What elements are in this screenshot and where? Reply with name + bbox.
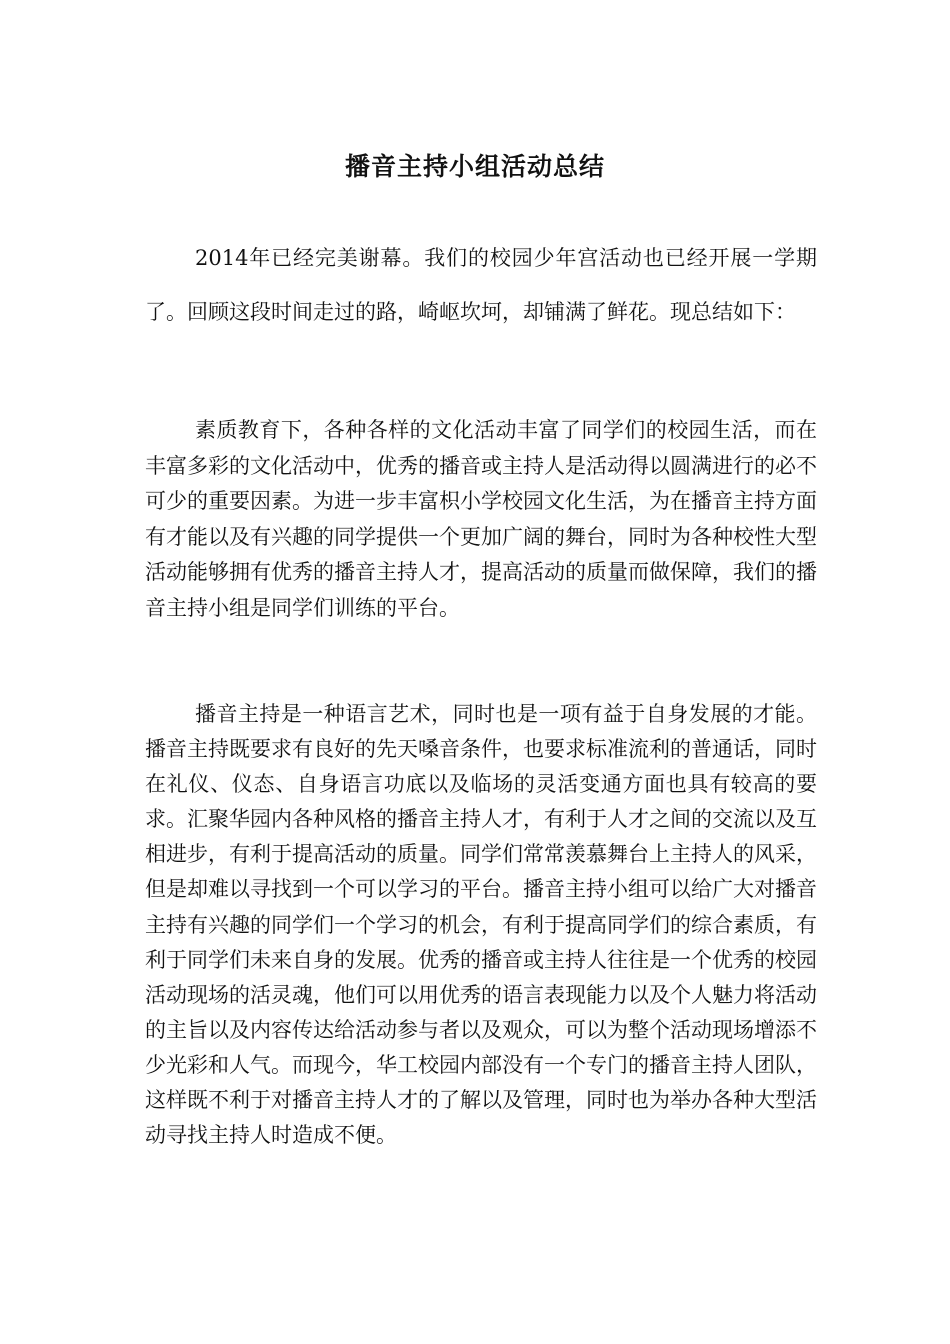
document-title: 播音主持小组活动总结: [344, 151, 605, 181]
paragraph-intro: 2014年已经完美谢幕。我们的校园少年宫活动也已经开展一学期了。回顾这段时间走过的路，崎岖坎坷，却铺满了鲜花。现总结如下：: [145, 246, 817, 324]
paragraph-background: 素质教育下，各种各样的文化活动丰富了同学们的校园生活，而在丰富多彩的文化活动中，优秀的播音或主持人是活动得以圆满进行的必不可少的重要因素。为进一步丰富枳小学校园文化生活，为在播音主持方面有才能以及有兴趣的同学提供一个更加广阔的舞台，同时为各种校性大型活动能够拥有优秀的播音主持人才，提高活动的质量而做保障，我们的播音主持小组是同学们训练的平台。: [145, 418, 817, 620]
paragraph-significance: 播音主持是一种语言艺术，同时也是一项有益于自身发展的才能。播音主持既要求有良好的先天嗓音条件，也要求标准流利的普通话，同时在礼仪、仪态、自身语言功底以及临场的灵活变通方面也具有较高的要求。汇聚华园内各种风格的播音主持人才，有利于人才之间的交流以及互相进步，有利于提高活动的质量。同学们常常羡慕舞台上主持人的风采，但是却难以寻找到一个可以学习的平台。播音主持小组可以给广大对播音主持有兴趣的同学们一个学习的机会，有利于提高同学们的综合素质，有利于同学们未来自身的发展。优秀的播音或主持人往往是一个优秀的校园活动现场的活灵魂，他们可以用优秀的语言表现能力以及个人魅力将活动的主旨以及内容传达给活动参与者以及观众，可以为整个活动现场增添不少光彩和人气。而现今，华工校园内部没有一个专门的播音主持人团队，这样既不利于对播音主持人才的了解以及管理，同时也为举办各种大型活动寻找主持人时造成不便。: [145, 702, 817, 1148]
